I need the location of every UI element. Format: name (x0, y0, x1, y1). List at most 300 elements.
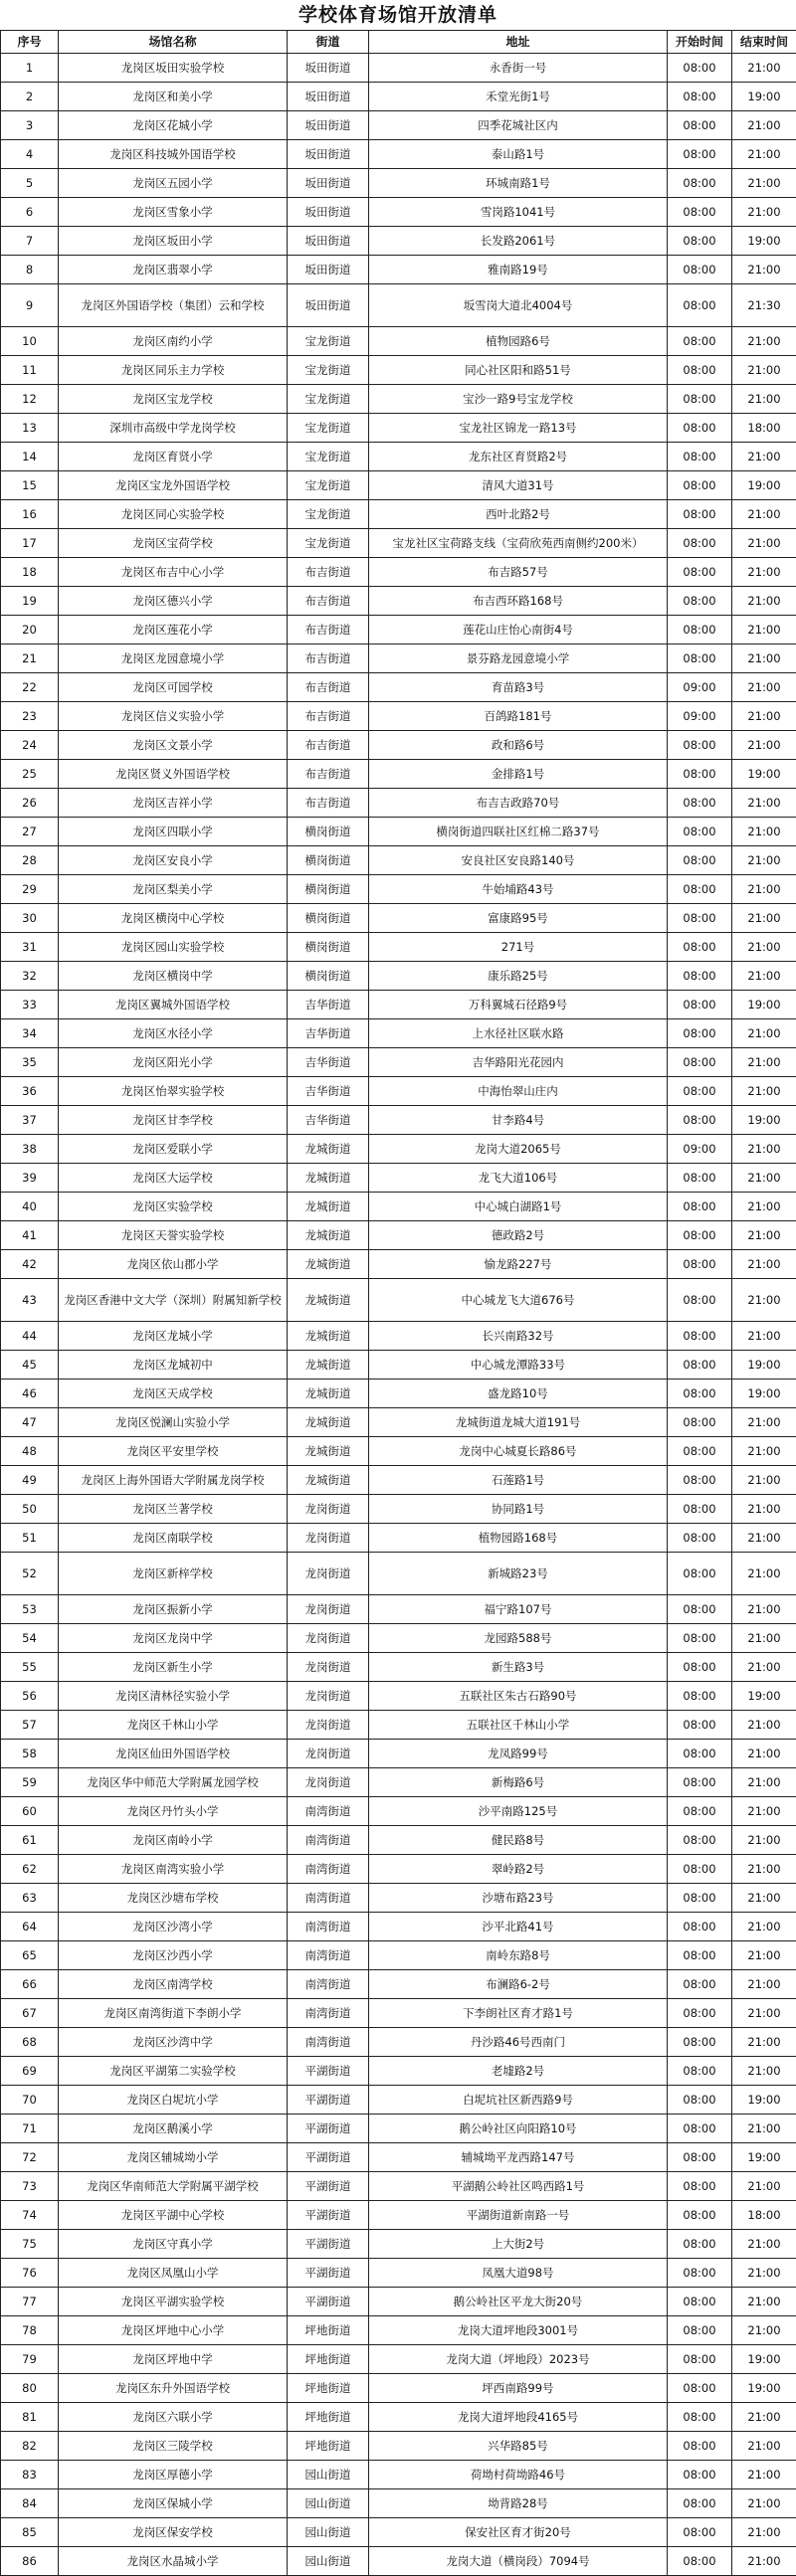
address: 宝沙一路9号宝龙学校 (369, 385, 668, 414)
close-time: 19:00 (732, 471, 796, 500)
open-time: 08:00 (668, 2259, 732, 2288)
address: 泰山路1号 (369, 140, 668, 169)
open-time: 08:00 (668, 2518, 732, 2547)
row-number: 46 (1, 1380, 59, 1408)
street-name: 龙城街道 (288, 1250, 369, 1279)
table-row (1, 818, 796, 846)
row-number: 56 (1, 1682, 59, 1711)
open-time: 08:00 (668, 2374, 732, 2403)
address: 吉华路阳光花园内 (369, 1048, 668, 1077)
open-time: 08:00 (668, 327, 732, 356)
table-row (1, 1740, 796, 1768)
street-name: 布吉街道 (288, 760, 369, 789)
table-row (1, 644, 796, 673)
close-time: 21:00 (732, 1711, 796, 1740)
street-name: 宝龙街道 (288, 327, 369, 356)
close-time: 21:00 (732, 1221, 796, 1250)
table-row (1, 111, 796, 140)
close-time: 21:00 (732, 1250, 796, 1279)
venue-name: 龙岗区平湖中心学校 (59, 2201, 288, 2230)
street-name: 坂田街道 (288, 198, 369, 227)
open-time: 08:00 (668, 1913, 732, 1941)
street-name: 龙岗街道 (288, 1524, 369, 1553)
row-number: 63 (1, 1884, 59, 1913)
address: 甘李路4号 (369, 1106, 668, 1135)
table-row (1, 1999, 796, 2028)
open-time: 08:00 (668, 385, 732, 414)
row-number: 17 (1, 529, 59, 558)
close-time: 19:00 (732, 1106, 796, 1135)
close-time: 21:00 (732, 731, 796, 760)
open-time: 08:00 (668, 2345, 732, 2374)
row-number: 77 (1, 2288, 59, 2316)
close-time: 21:00 (732, 1077, 796, 1106)
table-row (1, 1250, 796, 1279)
street-name: 龙岗街道 (288, 1495, 369, 1524)
venue-name: 龙岗区育贤小学 (59, 443, 288, 471)
street-name: 横岗街道 (288, 904, 369, 933)
table-row (1, 846, 796, 875)
row-number: 5 (1, 169, 59, 198)
street-name: 布吉街道 (288, 558, 369, 587)
table-row (1, 1279, 796, 1322)
table-row (1, 1351, 796, 1380)
address: 龙城街道龙城大道191号 (369, 1408, 668, 1437)
venue-name: 龙岗区莲花小学 (59, 616, 288, 644)
venue-name: 龙岗区平湖第二实验学校 (59, 2057, 288, 2086)
open-time: 08:00 (668, 846, 732, 875)
table-row (1, 2288, 796, 2316)
street-name: 宝龙街道 (288, 443, 369, 471)
table-row (1, 169, 796, 198)
address: 龙园路588号 (369, 1624, 668, 1653)
open-time: 08:00 (668, 644, 732, 673)
address: 五联社区千林山小学 (369, 1711, 668, 1740)
venue-name: 龙岗区南岭小学 (59, 1826, 288, 1855)
venue-name: 龙岗区大运学校 (59, 1164, 288, 1193)
street-name: 龙岗街道 (288, 1624, 369, 1653)
row-number: 13 (1, 414, 59, 443)
table-row (1, 2547, 796, 2576)
close-time: 19:00 (732, 1682, 796, 1711)
street-name: 横岗街道 (288, 933, 369, 962)
venue-name: 龙岗区五园小学 (59, 169, 288, 198)
table-row (1, 1553, 796, 1595)
venue-name: 龙岗区梨美小学 (59, 875, 288, 904)
street-name: 龙城街道 (288, 1221, 369, 1250)
address: 龙岗大道2065号 (369, 1135, 668, 1164)
open-time: 08:00 (668, 1970, 732, 1999)
street-name: 平湖街道 (288, 2288, 369, 2316)
address: 沙平南路125号 (369, 1797, 668, 1826)
table-row (1, 2259, 796, 2288)
address: 中心城白湖路1号 (369, 1193, 668, 1221)
open-time: 08:00 (668, 1106, 732, 1135)
close-time: 21:00 (732, 2172, 796, 2201)
table-row (1, 1380, 796, 1408)
row-number: 18 (1, 558, 59, 587)
venue-name: 龙岗区丹竹头小学 (59, 1797, 288, 1826)
row-number: 2 (1, 83, 59, 111)
venue-name: 龙岗区白坭坑小学 (59, 2086, 288, 2115)
open-time: 08:00 (668, 1682, 732, 1711)
street-name: 吉华街道 (288, 991, 369, 1019)
open-time: 08:00 (668, 2316, 732, 2345)
street-name: 南湾街道 (288, 1826, 369, 1855)
open-time: 08:00 (668, 558, 732, 587)
open-time: 08:00 (668, 1553, 732, 1595)
open-time: 08:00 (668, 1351, 732, 1380)
open-time: 08:00 (668, 1279, 732, 1322)
close-time: 21:00 (732, 1855, 796, 1884)
venue-name: 龙岗区外国语学校（集团）云和学校 (59, 284, 288, 327)
table-row (1, 1711, 796, 1740)
street-name: 坂田街道 (288, 111, 369, 140)
row-number: 70 (1, 2086, 59, 2115)
venue-name: 龙岗区天成学校 (59, 1380, 288, 1408)
close-time: 21:00 (732, 1653, 796, 1682)
street-name: 龙城街道 (288, 1351, 369, 1380)
address: 凤凰大道98号 (369, 2259, 668, 2288)
open-time: 08:00 (668, 1624, 732, 1653)
venue-name: 深圳市高级中学龙岗学校 (59, 414, 288, 443)
table-row (1, 2432, 796, 2461)
address: 南岭东路8号 (369, 1941, 668, 1970)
table-row (1, 1106, 796, 1135)
address: 育苗路3号 (369, 673, 668, 702)
row-number: 4 (1, 140, 59, 169)
open-time: 08:00 (668, 1653, 732, 1682)
close-time: 21:00 (732, 1553, 796, 1595)
table-row (1, 1941, 796, 1970)
address: 上水径社区联水路 (369, 1019, 668, 1048)
close-time: 21:00 (732, 1048, 796, 1077)
open-time: 08:00 (668, 1595, 732, 1624)
table-row (1, 471, 796, 500)
close-time: 19:00 (732, 1380, 796, 1408)
street-name: 龙城街道 (288, 1193, 369, 1221)
row-number: 58 (1, 1740, 59, 1768)
close-time: 18:00 (732, 414, 796, 443)
row-number: 84 (1, 2489, 59, 2518)
address: 坪西南路99号 (369, 2374, 668, 2403)
close-time: 19:00 (732, 2345, 796, 2374)
row-number: 6 (1, 198, 59, 227)
table-row (1, 1135, 796, 1164)
open-time: 08:00 (668, 1884, 732, 1913)
street-name: 南湾街道 (288, 1913, 369, 1941)
address: 龙东社区育贤路2号 (369, 443, 668, 471)
row-number: 3 (1, 111, 59, 140)
street-name: 平湖街道 (288, 2230, 369, 2259)
table-row (1, 1322, 796, 1351)
row-number: 69 (1, 2057, 59, 2086)
venue-name: 龙岗区吉祥小学 (59, 789, 288, 818)
row-number: 10 (1, 327, 59, 356)
close-time: 21:00 (732, 2230, 796, 2259)
table-row (1, 529, 796, 558)
street-name: 坪地街道 (288, 2432, 369, 2461)
open-time: 08:00 (668, 1193, 732, 1221)
street-name: 龙城街道 (288, 1466, 369, 1495)
street-name: 园山街道 (288, 2461, 369, 2489)
table-row (1, 875, 796, 904)
table-row (1, 54, 796, 83)
open-time: 08:00 (668, 1048, 732, 1077)
close-time: 21:00 (732, 2432, 796, 2461)
address: 景芬路龙园意境小学 (369, 644, 668, 673)
address: 雪岗路1041号 (369, 198, 668, 227)
open-time: 08:00 (668, 1408, 732, 1437)
venue-name: 龙岗区南湾学校 (59, 1970, 288, 1999)
row-number: 7 (1, 227, 59, 256)
address: 新梅路6号 (369, 1768, 668, 1797)
address: 龙岗大道（横岗段）7094号 (369, 2547, 668, 2576)
table-row (1, 1682, 796, 1711)
open-time: 08:00 (668, 1019, 732, 1048)
row-number: 68 (1, 2028, 59, 2057)
address: 布澜路6-2号 (369, 1970, 668, 1999)
address: 新城路23号 (369, 1553, 668, 1595)
address: 龙岗中心城夏长路86号 (369, 1437, 668, 1466)
table-row (1, 760, 796, 789)
close-time: 21:00 (732, 933, 796, 962)
venue-name: 龙岗区悦澜山实验小学 (59, 1408, 288, 1437)
close-time: 21:00 (732, 558, 796, 587)
row-number: 34 (1, 1019, 59, 1048)
address: 宝龙社区锦龙一路13号 (369, 414, 668, 443)
venue-name: 龙岗区龙城小学 (59, 1322, 288, 1351)
address: 石莲路1号 (369, 1466, 668, 1495)
close-time: 21:00 (732, 1624, 796, 1653)
open-time: 08:00 (668, 875, 732, 904)
row-number: 9 (1, 284, 59, 327)
street-name: 布吉街道 (288, 587, 369, 616)
row-number: 66 (1, 1970, 59, 1999)
venue-name: 龙岗区新梓学校 (59, 1553, 288, 1595)
table-row (1, 1466, 796, 1495)
open-time: 08:00 (668, 529, 732, 558)
address: 中海怡翠山庄内 (369, 1077, 668, 1106)
venue-name: 龙岗区南湾实验小学 (59, 1855, 288, 1884)
close-time: 21:00 (732, 789, 796, 818)
street-name: 吉华街道 (288, 1048, 369, 1077)
row-number: 75 (1, 2230, 59, 2259)
table-row (1, 933, 796, 962)
venue-name: 龙岗区鹅溪小学 (59, 2115, 288, 2143)
table-row (1, 1437, 796, 1466)
row-number: 22 (1, 673, 59, 702)
table-row (1, 284, 796, 327)
table-row (1, 327, 796, 356)
open-time: 09:00 (668, 1135, 732, 1164)
open-time: 09:00 (668, 702, 732, 731)
table-row (1, 789, 796, 818)
address: 保安社区育才街20号 (369, 2518, 668, 2547)
street-name: 宝龙街道 (288, 414, 369, 443)
address: 坳背路28号 (369, 2489, 668, 2518)
address: 丹沙路46号西南门 (369, 2028, 668, 2057)
street-name: 布吉街道 (288, 789, 369, 818)
address: 沙塘布路23号 (369, 1884, 668, 1913)
row-number: 64 (1, 1913, 59, 1941)
open-time: 08:00 (668, 443, 732, 471)
venue-name: 龙岗区南约小学 (59, 327, 288, 356)
row-number: 71 (1, 2115, 59, 2143)
open-time: 08:00 (668, 1250, 732, 1279)
address: 下李朗社区育才路1号 (369, 1999, 668, 2028)
open-time: 08:00 (668, 2115, 732, 2143)
open-time: 08:00 (668, 2432, 732, 2461)
venue-name: 龙岗区坪地中学 (59, 2345, 288, 2374)
table-row (1, 83, 796, 111)
open-time: 08:00 (668, 760, 732, 789)
street-name: 平湖街道 (288, 2201, 369, 2230)
close-time: 21:00 (732, 702, 796, 731)
venue-name: 龙岗区布吉中心小学 (59, 558, 288, 587)
header-address: 地址 (369, 31, 668, 54)
street-name: 坂田街道 (288, 284, 369, 327)
close-time: 21:00 (732, 904, 796, 933)
row-number: 53 (1, 1595, 59, 1624)
row-number: 60 (1, 1797, 59, 1826)
table-row (1, 1408, 796, 1437)
row-number: 67 (1, 1999, 59, 2028)
row-number: 79 (1, 2345, 59, 2374)
row-number: 35 (1, 1048, 59, 1077)
street-name: 宝龙街道 (288, 529, 369, 558)
address: 植物园路6号 (369, 327, 668, 356)
venue-name: 龙岗区坂田实验学校 (59, 54, 288, 83)
row-number: 28 (1, 846, 59, 875)
close-time: 21:00 (732, 2489, 796, 2518)
open-time: 08:00 (668, 731, 732, 760)
venue-name: 龙岗区守真小学 (59, 2230, 288, 2259)
row-number: 76 (1, 2259, 59, 2288)
venue-name: 龙岗区宝龙外国语学校 (59, 471, 288, 500)
open-time: 08:00 (668, 1999, 732, 2028)
street-name: 园山街道 (288, 2518, 369, 2547)
address: 环城南路1号 (369, 169, 668, 198)
venue-name: 龙岗区龙岗中学 (59, 1624, 288, 1653)
row-number: 25 (1, 760, 59, 789)
row-number: 83 (1, 2461, 59, 2489)
venue-name: 龙岗区园山实验学校 (59, 933, 288, 962)
table-row (1, 1221, 796, 1250)
close-time: 21:00 (732, 1466, 796, 1495)
address: 上大街2号 (369, 2230, 668, 2259)
close-time: 19:00 (732, 227, 796, 256)
street-name: 平湖街道 (288, 2172, 369, 2201)
close-time: 21:30 (732, 284, 796, 327)
table-row (1, 2489, 796, 2518)
row-number: 21 (1, 644, 59, 673)
venue-name: 龙岗区翡翠小学 (59, 256, 288, 284)
open-time: 08:00 (668, 414, 732, 443)
address: 坂雪岗大道北4004号 (369, 284, 668, 327)
table-row (1, 443, 796, 471)
street-name: 布吉街道 (288, 673, 369, 702)
open-time: 08:00 (668, 2143, 732, 2172)
address: 平湖街道新南路一号 (369, 2201, 668, 2230)
venue-name: 龙岗区千林山小学 (59, 1711, 288, 1740)
street-name: 龙岗街道 (288, 1595, 369, 1624)
street-name: 吉华街道 (288, 1077, 369, 1106)
address: 雅南路19号 (369, 256, 668, 284)
row-number: 78 (1, 2316, 59, 2345)
street-name: 坂田街道 (288, 54, 369, 83)
row-number: 86 (1, 2547, 59, 2576)
open-time: 08:00 (668, 256, 732, 284)
close-time: 21:00 (732, 1437, 796, 1466)
address: 政和路6号 (369, 731, 668, 760)
venue-name: 龙岗区安良小学 (59, 846, 288, 875)
address: 五联社区朱古石路90号 (369, 1682, 668, 1711)
address: 龙飞大道106号 (369, 1164, 668, 1193)
header-venue: 场馆名称 (59, 31, 288, 54)
open-time: 08:00 (668, 2086, 732, 2115)
close-time: 21:00 (732, 385, 796, 414)
close-time: 21:00 (732, 2403, 796, 2432)
row-number: 62 (1, 1855, 59, 1884)
street-name: 平湖街道 (288, 2143, 369, 2172)
street-name: 坪地街道 (288, 2316, 369, 2345)
street-name: 龙岗街道 (288, 1711, 369, 1740)
street-name: 龙城街道 (288, 1135, 369, 1164)
open-time: 08:00 (668, 500, 732, 529)
address: 莲花山庄怡心南街4号 (369, 616, 668, 644)
table-row (1, 1048, 796, 1077)
address: 愉龙路227号 (369, 1250, 668, 1279)
open-time: 08:00 (668, 991, 732, 1019)
close-time: 21:00 (732, 818, 796, 846)
open-time: 08:00 (668, 2172, 732, 2201)
venue-name: 龙岗区爱联小学 (59, 1135, 288, 1164)
venue-name: 龙岗区兰著学校 (59, 1495, 288, 1524)
address: 宝龙社区宝荷路支线（宝荷欣苑西南侧约200米） (369, 529, 668, 558)
open-time: 08:00 (668, 2489, 732, 2518)
table-row (1, 2143, 796, 2172)
address: 布吉西环路168号 (369, 587, 668, 616)
address: 沙平北路41号 (369, 1913, 668, 1941)
table-row (1, 1768, 796, 1797)
venue-name: 龙岗区横岗中学 (59, 962, 288, 991)
venue-name: 龙岗区贤义外国语学校 (59, 760, 288, 789)
close-time: 21:00 (732, 54, 796, 83)
open-time: 08:00 (668, 2057, 732, 2086)
table-row (1, 1495, 796, 1524)
street-name: 宝龙街道 (288, 471, 369, 500)
street-name: 坪地街道 (288, 2374, 369, 2403)
close-time: 21:00 (732, 2547, 796, 2576)
address: 安良社区安良路140号 (369, 846, 668, 875)
row-number: 31 (1, 933, 59, 962)
close-time: 21:00 (732, 2288, 796, 2316)
close-time: 21:00 (732, 140, 796, 169)
address: 中心城龙潭路33号 (369, 1351, 668, 1380)
street-name: 坂田街道 (288, 83, 369, 111)
street-name: 横岗街道 (288, 818, 369, 846)
street-name: 龙城街道 (288, 1408, 369, 1437)
venue-name: 龙岗区天誉实验学校 (59, 1221, 288, 1250)
open-time: 08:00 (668, 54, 732, 83)
close-time: 21:00 (732, 616, 796, 644)
row-number: 27 (1, 818, 59, 846)
venue-name: 龙岗区东升外国语学校 (59, 2374, 288, 2403)
open-time: 08:00 (668, 818, 732, 846)
close-time: 21:00 (732, 443, 796, 471)
address: 龙岗大道（坪地段）2023号 (369, 2345, 668, 2374)
